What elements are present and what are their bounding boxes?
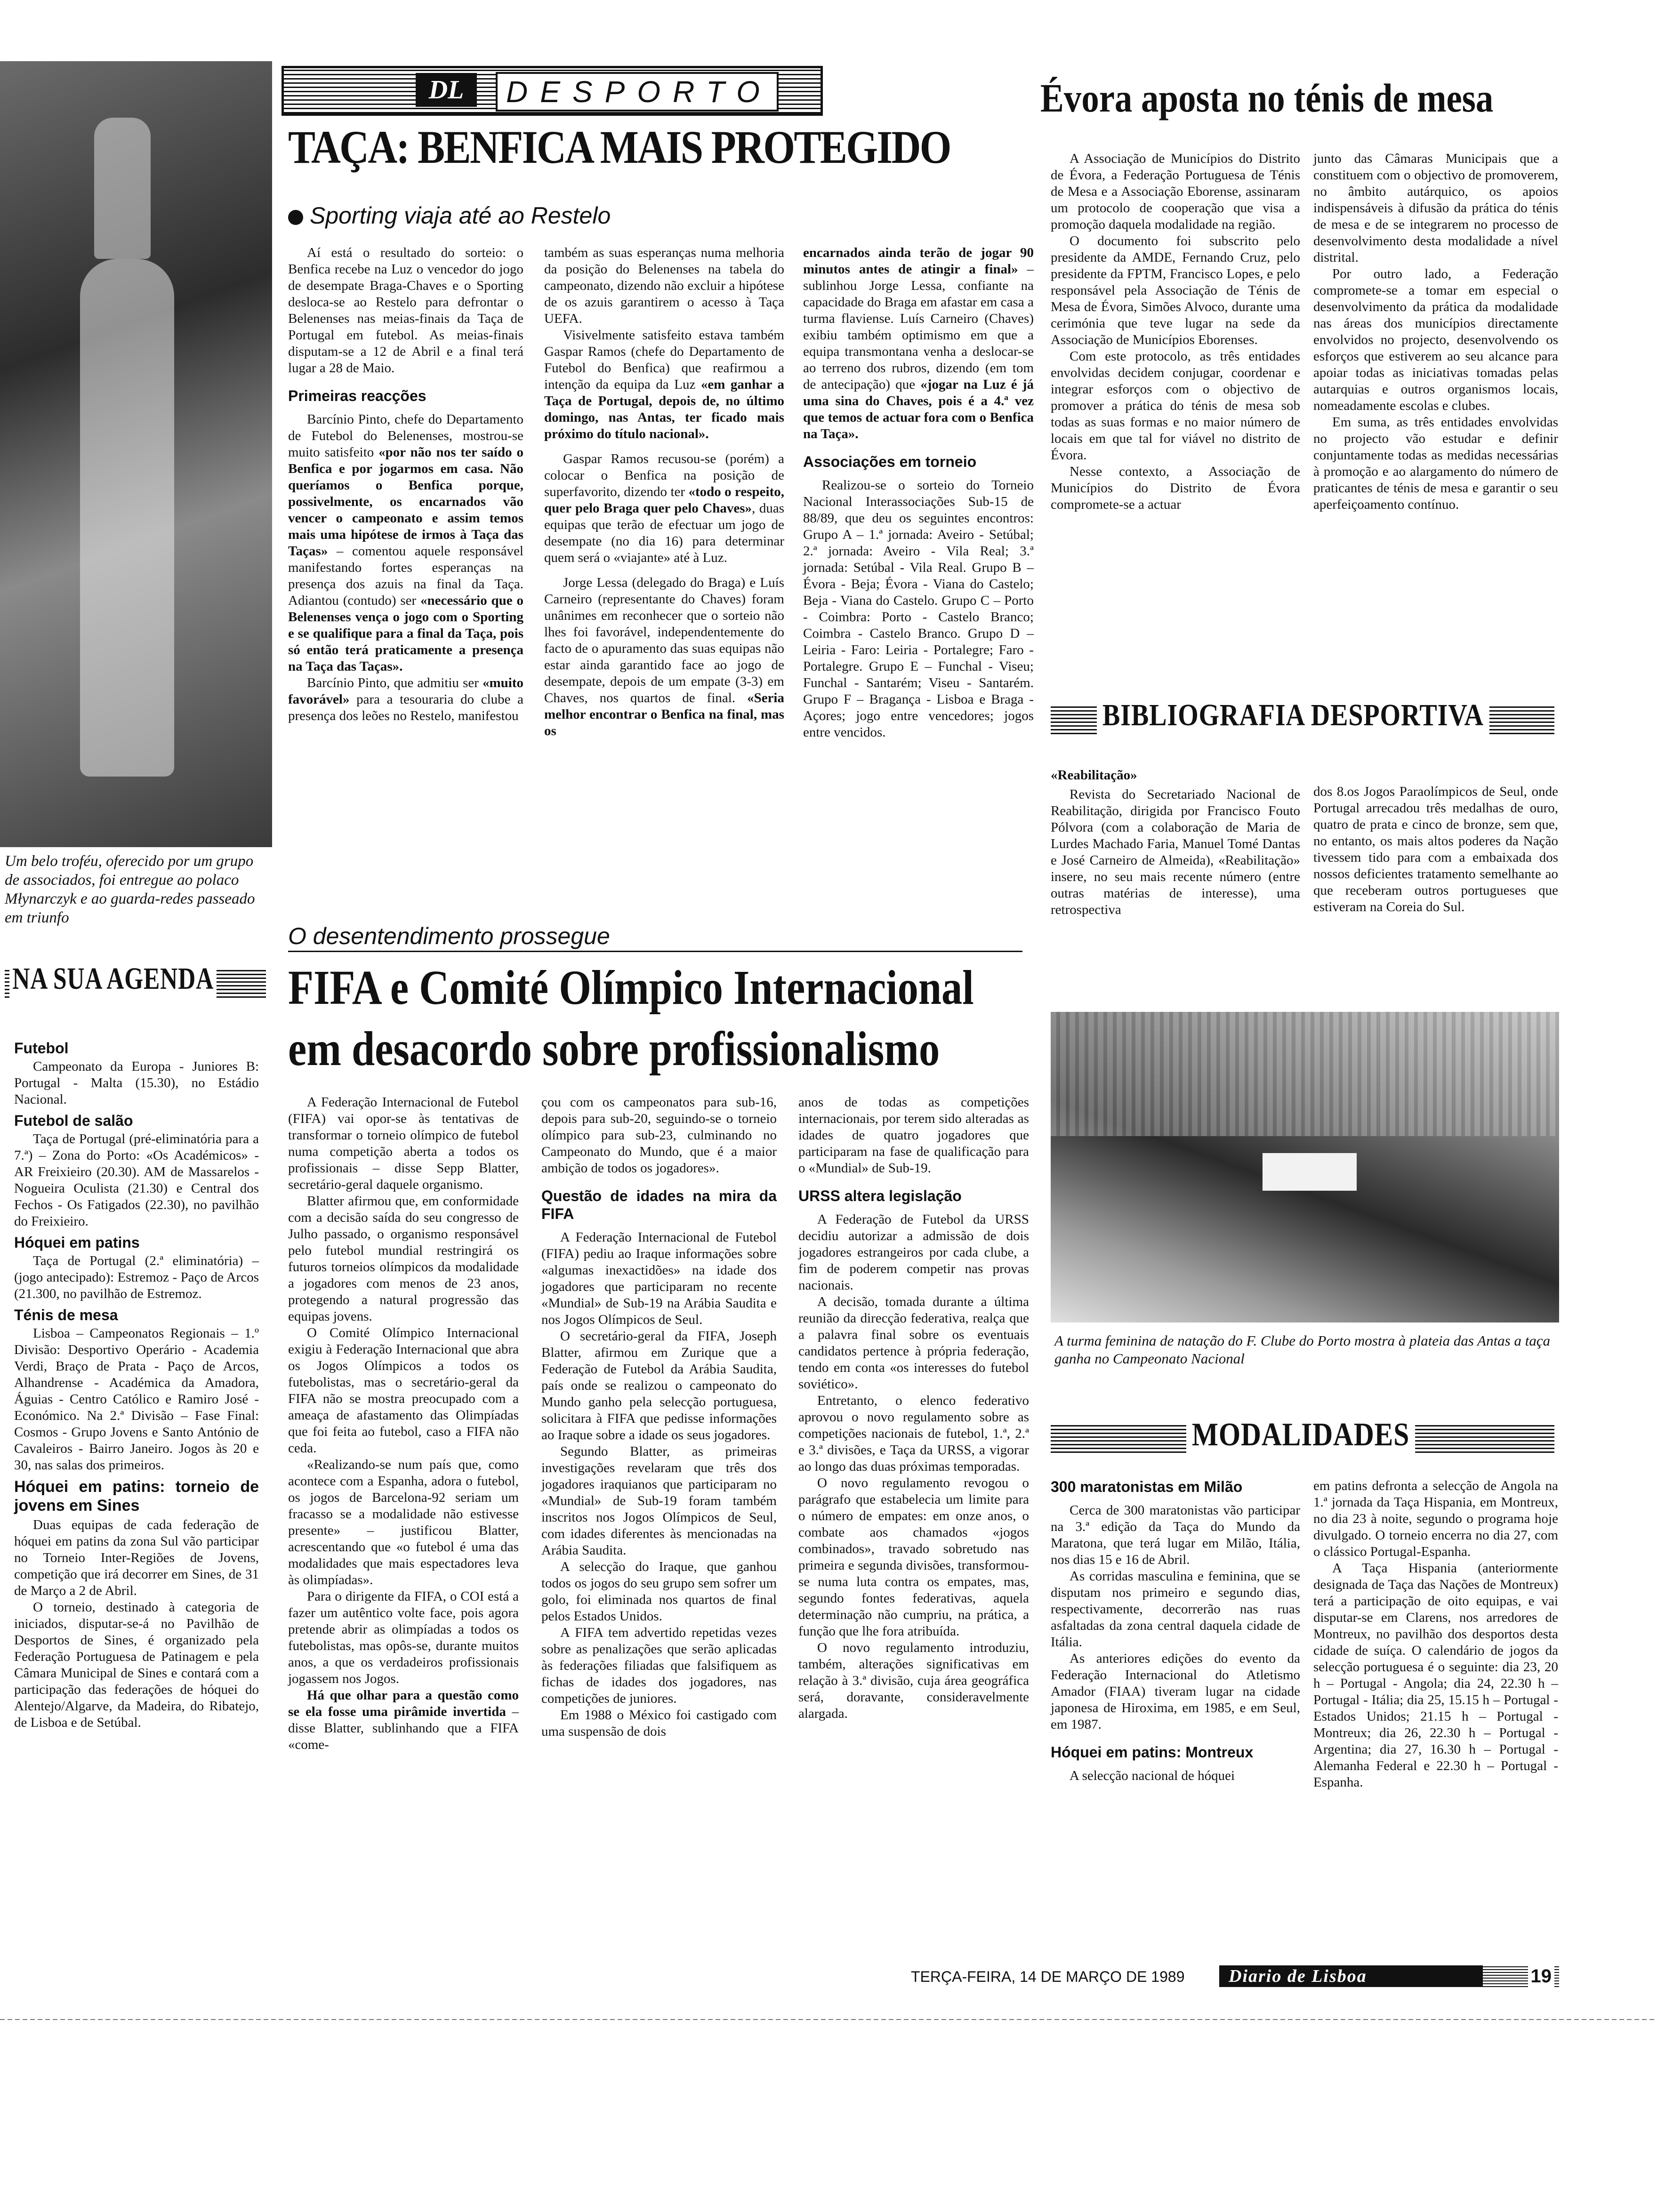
- evora-col1-p1: A Associação de Municípios do Distrito de Évora, a Federação Portuguesa de Ténis de Mesa e a Associação Eborense, assinaram um protocolo de cooperação que visa a promoção daquela modalidade na região.: [1051, 151, 1300, 232]
- fifa-col1-p2: Blatter afirmou que, em conformidade com a decisão saída do seu congresso de Julho passado, o organismo responsável pelo futebol mundial restringirá os futuros torneios olímpicos da modalidade a jogadores com menos de 23 anos, protegendo a natural progressão das equipas jovens.: [288, 1194, 519, 1324]
- modalidades-col2-p2: A Taça Hispania (anteriormente designada de Taça das Nações de Montreux) terá a participação de oito equipas, e vai disputar-se em Clarens, nos arredores de Montreux, no pavilhão dos desportos desta cidade de suíça. O calendário de jogos da selecção portuguesa é o seguinte: dia 23, 20 h – Portugal - Angola; dia 24, 22.30 h – Portugal - Itália; dia 25, 15.15 h – Portugal - Estados Unidos; 21.15 h – Portugal - Montreux; dia 26, 22.30 h – Portugal - Argentina; dia 27, 16.30 h – Portugal - Alemanha Federal e 22.30 h – Portugal - Espanha.: [1313, 1561, 1558, 1790]
- biblio-col-1: [1051, 767, 1300, 918]
- evora-col1-p3: Com este protocolo, as três entidades envolvidas decidem conjugar, coordenar e integrar esforços com o objectivo de promover a prática do ténis de mesa sob todas as suas formas e no maior número de locais em que tal for viável no distrito de Évora.: [1051, 349, 1300, 463]
- agenda-sub-p2: O torneio, destinado à categoria de iniciados, disputar-se-á no Pavilhão de Desportos de Sines, é organizado pela Federação Portuguesa de Patinagem e pela Câmara Municipal de Sines e contará com a participação das federações de hóquei do Alentejo/Algarve, da Madeira, do Ribatejo, de Lisboa e de Setúbal.: [14, 1600, 259, 1730]
- evora-col1-p4: Nesse contexto, a Associação de Municípios do Distrito de Évora compromete-se a actuar: [1051, 464, 1300, 512]
- agenda-item-sport: Ténis de mesa: [14, 1306, 118, 1323]
- modalidades-col-2: [1313, 1478, 1558, 1791]
- photo-trophy: [94, 118, 151, 259]
- agenda-head: NA SUA AGENDA: [9, 960, 217, 998]
- agenda-item-text: Taça de Portugal (2.ª eliminatória) – (jogo antecipado): Estremoz - Paço de Arcos (21.300, no pavilhão de Estremoz.: [14, 1253, 259, 1301]
- biblio-col-2: [1313, 784, 1558, 915]
- modalidades-col1-p2: As corridas masculina e feminina, que se disputam nos primeiro e segundo dias, respectivamente, decorrerão nas ruas asfaltadas da zona central daquela cidade de Itália.: [1051, 1569, 1300, 1650]
- agenda-item: [14, 1040, 259, 1108]
- modalidades-col1-p4: A selecção nacional de hóquei: [1070, 1768, 1235, 1783]
- fifa-col3-p5: O novo regulamento revogou o parágrafo que estabelecia um limite para o número de empates: em onze anos, o combate aos chamados «jogos combinados», travado sobretudo nas primeira e segunda divisões, transformou-se numa luta contra os empates, mas, segundo fontes federativas, aquela determinação não cumpriu, na prática, a função que lhe fora atribuída.: [798, 1475, 1029, 1639]
- photo-figure: [80, 259, 174, 777]
- fifa-col3-p2: A Federação de Futebol da URSS decidiu autorizar a admissão de dois jogadores estrangeiros por cada clube, a fim de poderem competir nas provas nacionais.: [798, 1212, 1029, 1293]
- modalidades-col1-p1: Cerca de 300 maratonistas vão participar na 3.ª edição da Taça do Mundo da Maratona, que terá lugar em Milão, Itália, nos dias 15 e 16 de Abril.: [1051, 1503, 1300, 1567]
- trophy-photo-caption: Um belo troféu, oferecido por um grupo de associados, foi entregue ao polaco Młynarczyk e ao guarda-redes passeado em triunfo: [5, 853, 255, 926]
- fifa-col-1: [288, 1094, 519, 1753]
- modalidades-sub-maratonistas: 300 maratonistas em Milão: [1051, 1478, 1243, 1495]
- agenda-item-sport: Hóquei em patins: [14, 1234, 140, 1251]
- fifa-col1-p1: A Federação Internacional de Futebol (FIFA) vai opor-se às tentativas de transformar o torneio olímpico de futebol numa competição aberta a todos os profissionais – disse Sepp Blatter, secretário-geral daquele organismo.: [288, 1095, 519, 1192]
- agenda-item: [14, 1307, 259, 1474]
- fifa-col1-p3: O Comité Olímpico Internacional exigiu à Federação Internacional que abra os Jogos Olímpicos a todos os futebolistas, mas o secretário-geral da FIFA não se mostra preocupado com a ameaça de afastamento das Olimpíadas que foi feita ao futebol, caso a FIFA não ceda.: [288, 1325, 519, 1456]
- fifa-sub-urss: URSS altera legislação: [798, 1187, 962, 1204]
- main-headline: TAÇA: BENFICA MAIS PROTEGIDO: [288, 121, 950, 173]
- evora-col1-p2: O documento foi subscrito pelo presidente da AMDE, Fernando Cruz, pelo presidente da FPTM, Francisco Lopes, e pelo responsável pela Associação de Ténis de Mesa de Évora, Simões Alvoco, durante uma cerimónia que teve lugar na sede da Associação de Municípios Eborenses.: [1051, 233, 1300, 347]
- photo-crowd: [1051, 1012, 1559, 1136]
- main-col2-p2: Visivelmente satisfeito estava também Gaspar Ramos (chefe do Departamento de Futebol do Benfica) que reafirmou a intenção da equipa da Luz «em ganhar a Taça de Portugal, depois de, no último domingo, nas Antas, ter ficado mais próximo do título nacional».: [544, 328, 784, 441]
- evora-col-2: [1313, 151, 1558, 513]
- modalidades-sub-hoquei: Hóquei em patins: Montreux: [1051, 1744, 1254, 1761]
- footer-date: TERÇA-FEIRA, 14 DE MARÇO DE 1989: [911, 1968, 1185, 1985]
- fifa-col2-p4: Segundo Blatter, as primeiras investigações revelaram que três dos jogadores iraquianos que participaram no «Mundial» de Sub-19 foram também inscritos nos Jogos Olímpicos de Seul, com idades diferentes às mencionadas na Arábia Saudita.: [541, 1444, 777, 1558]
- fifa-col2-p1: çou com os campeonatos para sub-16, depois para sub-20, seguindo-se o torneio olímpico para sub-23, culminando no Campeonato do Mundo, que é a maior ambição de todos os jogadores».: [541, 1095, 777, 1176]
- fifa-col-3: [798, 1094, 1029, 1722]
- fifa-kicker-rule: [288, 951, 1022, 952]
- swimming-photo-caption: A turma feminina de natação do F. Clube do Porto mostra à plateia das Antas a taça ganha no Campeonato Nacional: [1054, 1332, 1551, 1367]
- main-col1-p1: Aí está o resultado do sorteio: o Benfica recebe na Luz o vencedor do jogo de desempate Braga-Chaves e o Sporting desloca-se ao Restelo para defrontar o Belenenses nas meias-finais da Taça de Portugal em futebol. As meias-finais disputam-se a 12 de Abril e a final terá lugar a 28 de Maio.: [288, 245, 523, 376]
- fifa-col2-p2: A Federação Internacional de Futebol (FIFA) pediu ao Iraque informações sobre «algumas inexactidões» na idade dos jogadores que participaram no recente «Mundial» de Sub-19 na Arábia Saudita e nos Jogos Olímpicos de Seul.: [541, 1230, 777, 1327]
- fifa-col3-p6: O novo regulamento introduziu, também, alterações significativas em relação à 3.ª divisão, cuja área geográfica será, doravante, consideravelmente alargada.: [798, 1640, 1029, 1721]
- fifa-col2-p7: Em 1988 o México foi castigado com uma suspensão de dois: [541, 1707, 777, 1739]
- main-col3-p1: encarnados ainda terão de jogar 90 minutos antes de atingir a final» – sublinhou Jorge Lessa, confiante na capacidade do Braga em afastar em casa a turma flaviense. Luís Carneiro (Chaves) exibiu também optimismo em que a equipa transmontana venha a deslocar-se ao terreno dos rubros, dizendo (em tom de antecipação) que «jogar na Luz é já uma sina do Chaves, pois é a 4.ª vez que temos de actuar fora com o Benfica na Taça».: [803, 245, 1034, 441]
- biblio-title: «Reabilitação»: [1051, 768, 1137, 783]
- main-sub-associacoes: Associações em torneio: [803, 453, 977, 470]
- main-col2-p1: também as suas esperanças numa melhoria da posição do Belenenses na tabela do campeonato, dizendo não excluir a hipótese de os azuis garantirem o acesso à Taça UEFA.: [544, 245, 784, 326]
- agenda-item-sport: Futebol: [14, 1040, 69, 1057]
- fifa-kicker: O desentendimento prossegue: [288, 923, 610, 949]
- fifa-col3-p4: Entretanto, o elenco federativo aprovou o novo regulamento sobre as competições nacionais de futebol, 1.ª, 2.ª e 3.ª divisões, e Taça da URSS, a vigorar ao longo das duas próximas temporadas.: [798, 1393, 1029, 1474]
- fifa-col1-p4: «Realizando-se num país que, como acontece com a Espanha, adora o futebol, os jogos de Barcelona-92 seriam um fracasso se a modalidade não estivesse presente» – justificou Blatter, acrescentando que «o futebol é uma das modalidades que mais espectadores leva às olimpíadas».: [288, 1457, 519, 1587]
- evora-col-1: [1051, 151, 1300, 513]
- biblio-col1-text: Revista do Secretariado Nacional de Reabilitação, dirigida por Francisco Fouto Pólvora (com a colaboração de Maria de Lurdes Machado Faria, Manuel Tomé Dantas e José Carneiro de Almeida), «Reabilitação» insere, no seu mais recente número (entre outras matérias de interesse), uma retrospectiva: [1051, 787, 1300, 917]
- fifa-col-2: [541, 1094, 777, 1740]
- fifa-headline-1: FIFA e Comité Olímpico Internacional: [288, 961, 974, 1015]
- fifa-headline-2: em desacordo sobre profissionalismo: [288, 1022, 940, 1076]
- modalidades-col1-p3: As anteriores edições do evento da Federação Internacional do Atletismo Amador (FIAA) tiveram lugar na cidade japonesa de Hiroxima, em 1985, e em Seul, em 1987.: [1051, 1651, 1300, 1732]
- footer-page-number: 19: [1528, 1965, 1555, 1987]
- section-name: DESPORTO: [496, 72, 779, 112]
- agenda-item: [14, 1113, 259, 1230]
- swimming-team-photo: [1051, 1012, 1559, 1322]
- main-col2-p4: Jorge Lessa (delegado do Braga) e Luís Carneiro (representante do Chaves) foram unânimes em reconhecer que o sorteio não lhes foi favorável, independentemente do facto de o apuramento das suas equipas não estar ainda garantido face ao jogo de desempate, depois de um empate (3-3) em Chaves, nos quartos de final. «Seria melhor encontrar o Benfica na final, mas os: [544, 575, 784, 738]
- modalidades-col2-p1: em patins defronta a selecção de Angola na 1.ª jornada da Taça Hispania, em Montreux, no dia 23 à noite, segundo o programa hoje divulgado. O torneio encerra no dia 27, com o clássico Portugal-Espanha.: [1313, 1478, 1558, 1559]
- fifa-col3-p3: A decisão, tomada durante a última reunião da direcção federativa, realça que a palavra final sobre os eventuais candidatos pertence à própria federação, tendo em conta «os interesses do futebol soviético».: [798, 1294, 1029, 1392]
- main-sub-reaccoes: Primeiras reacções: [288, 387, 426, 404]
- footer-page-box: [1483, 1965, 1559, 1987]
- modalidades-col-1: [1051, 1478, 1300, 1784]
- section-logo: DL: [416, 73, 477, 107]
- footer-rule: [0, 2019, 1657, 2020]
- agenda-sub-hoquei: Hóquei em patins: torneio de jovens em Sines: [14, 1478, 259, 1515]
- evora-headline: Évora aposta no ténis de mesa: [1040, 75, 1494, 120]
- fifa-col1-p5: Para o dirigente da FIFA, o COI está a fazer um autêntico volte face, pois agora pretende abrir as olimpíadas a todos os futebolistas, mas opôs-se, durante muitos anos, a que os verdadeiros profissionais jogassem nos Jogos.: [288, 1589, 519, 1686]
- agenda-item: [14, 1234, 259, 1302]
- footer-paper-name: Diario de Lisboa: [1229, 1966, 1367, 1986]
- main-col-2: [544, 245, 784, 739]
- main-col1-p2: Barcínio Pinto, chefe do Departamento de Futebol do Belenenses, mostrou-se muito satisfeito «por não nos ter saído o Benfica e por jogarmos em casa. Não queríamos o Benfica porque, possivelmente, os encarnados vão vencer o campeonato e assim temos mais uma hipótese de irmos à Taça das Taças» – comentou aquele responsável manifestando fortes esperanças na presença dos azuis na final da Taça. Adiantou (contudo) ser «necessário que o Belenenses vença o jogo com o Sporting e se qualifique para a final da Taça, pois só então terá praticamente a presença na Taça das Taças».: [288, 412, 524, 674]
- modalidades-head: MODALIDADES: [1186, 1416, 1415, 1454]
- agenda-list: [14, 1035, 259, 1731]
- main-kicker-text: Sporting viaja até ao Restelo: [310, 202, 611, 229]
- biblio-head: BIBLIOGRAFIA DESPORTIVA: [1097, 697, 1489, 734]
- section-banner: [282, 66, 823, 116]
- agenda-sub-p1: Duas equipas de cada federação de hóquei em patins da zona Sul vão participar no Torneio Inter-Regiões de Jovens, competição que irá decorrer em Sines, de 31 de Março a 2 de Abril.: [14, 1517, 259, 1598]
- main-kicker: [288, 202, 611, 229]
- biblio-col2-text: dos 8.os Jogos Paraolímpicos de Seul, onde Portugal arrecadou três medalhas de ouro, quatro de prata e cinco de bronze, sem que, no entanto, os mais altos poderes da Nação tivessem tido para com a embaixada dos nossos deficientes tratamento semelhante ao que receberam outros portugueses que estiveram na Coreia do Sul.: [1313, 784, 1558, 914]
- fifa-col2-p6: A FIFA tem advertido repetidas vezes sobre as penalizações que serão aplicadas às federações filiadas que falsifiquem as fichas de idades dos jogadores, nas competições de juniores.: [541, 1625, 777, 1706]
- agenda-item-sport: Futebol de salão: [14, 1112, 133, 1129]
- footer-masthead: [1219, 1965, 1483, 1987]
- evora-col2-p2: Por outro lado, a Federação compromete-se a tomar em especial o desenvolvimento da prática da modalidade nas áreas dos municípios directamente envolvidos no projecto, desenvolvendo os esforços que estiverem ao seu alcance para apoiar todas as iniciativas tomadas pelas autarquias e outros organismos locais, nomeadamente escolas e clubes.: [1313, 266, 1558, 413]
- agenda-item-text: Taça de Portugal (pré-eliminatória para a 7.ª) – Zona do Porto: «Os Académicos» - AR Freixieiro (20.30). AM de Massarelos - Nogueira Oculista (21.30) e Central dos Fechos - Os Fatigados (22.30), no pavilhão do Freixieiro.: [14, 1131, 259, 1229]
- photo-banner: [1263, 1153, 1357, 1191]
- main-col1-p3: Barcínio Pinto, que admitiu ser «muito favorável» para a tesouraria do clube a presença dos leões no Restelo, manifestou: [288, 675, 523, 723]
- fifa-col2-p5: A selecção do Iraque, que ganhou todos os jogos do seu grupo sem sofrer um golo, foi eliminada nos quartos de final pelos Estados Unidos.: [541, 1559, 777, 1624]
- main-col2-p3: Gaspar Ramos recusou-se (porém) a colocar o Benfica na posição de superfavorito, dizendo ter «todo o respeito, quer pelo Braga quer pelo Chaves», duas equipas que terão de efectuar um jogo de desempate (no dia 16) para determinar quem será o «viajante» até à Luz.: [544, 451, 784, 565]
- agenda-item-text: Campeonato da Europa - Juniores B: Portugal - Malta (15.30), no Estádio Nacional.: [14, 1059, 259, 1107]
- trophy-photo: [0, 61, 272, 847]
- main-col-1: [288, 245, 523, 724]
- fifa-col1-p6: Há que olhar para a questão como se ela fosse uma pirâmide invertida – disse Blatter, sublinhando que a FIFA «come-: [288, 1688, 519, 1752]
- fifa-sub-idades: Questão de idades na mira da FIFA: [541, 1187, 777, 1222]
- main-col3-p2: Realizou-se o sorteio do Torneio Nacional Interassociações Sub-15 de 88/89, que deu os seguintes encontros: Grupo A – 1.ª jornada: Aveiro - Setúbal; 2.ª jornada: Aveiro - Vila Real; 3.ª jornada: Setúbal - Vila Real. Grupo B – Évora - Beja; Évora - Viana do Castelo; Beja - Viana do Castelo. Grupo C – Porto - Coimbra: Porto - Castelo Branco; Coimbra - Castelo Branco. Grupo D – Leiria - Faro: Leiria - Portalegre; Faro - Portalegre. Grupo E – Funchal - Viseu; Funchal - Santarém; Viseu - Santarém. Grupo F – Bragança - Lisboa e Braga - Açores; jogo entre vencedores; jogos entre vencidos.: [803, 478, 1034, 740]
- bullet-icon: [288, 210, 303, 225]
- agenda-item-text: Lisboa – Campeonatos Regionais – 1.º Divisão: Desportivo Operário - Academia Verdi, Braço de Prata - Paço de Arcos, Alhandrense - Académica da Amadora, Águias - Centro Católico e Ramiro José - Económico. Na 2.ª Divisão – Fase Final: Cosmos - Grupo Jovens e Santo António de Cavaleiros - Bairro Janeiro. Jogos às 20 e 30, nas salas dos primeiros.: [14, 1326, 259, 1473]
- evora-col2-p3: Em suma, as três entidades envolvidas no projecto vão estudar e definir conjuntamente todas as medidas necessárias à promoção e ao alargamento do número de praticantes de ténis de mesa e garantir o seu aperfeiçoamento contínuo.: [1313, 415, 1558, 512]
- evora-col2-p1: junto das Câmaras Municipais que a constituem com o objectivo de promoverem, no âmbito autárquico, os apoios indispensáveis à difusão da prática do ténis de mesa e de se integrarem no processo de desenvolvimento desta modalidade a nível distrital.: [1313, 151, 1558, 265]
- fifa-col3-p1: anos de todas as competições internacionais, por terem sido alteradas as idades de quatro jogadores que participaram na fase de qualificação para o «Mundial» de Sub-19.: [798, 1095, 1029, 1176]
- fifa-col2-p3: O secretário-geral da FIFA, Joseph Blatter, afirmou em Zurique que a Federação de Futebol da Arábia Saudita, país onde se realizou o campeonato do Mundo ganho pela selecção portuguesa, solicitara à FIFA que pedisse informações ao Iraque sobre a idade os seus jogadores.: [541, 1329, 777, 1443]
- main-col-3: [803, 245, 1034, 741]
